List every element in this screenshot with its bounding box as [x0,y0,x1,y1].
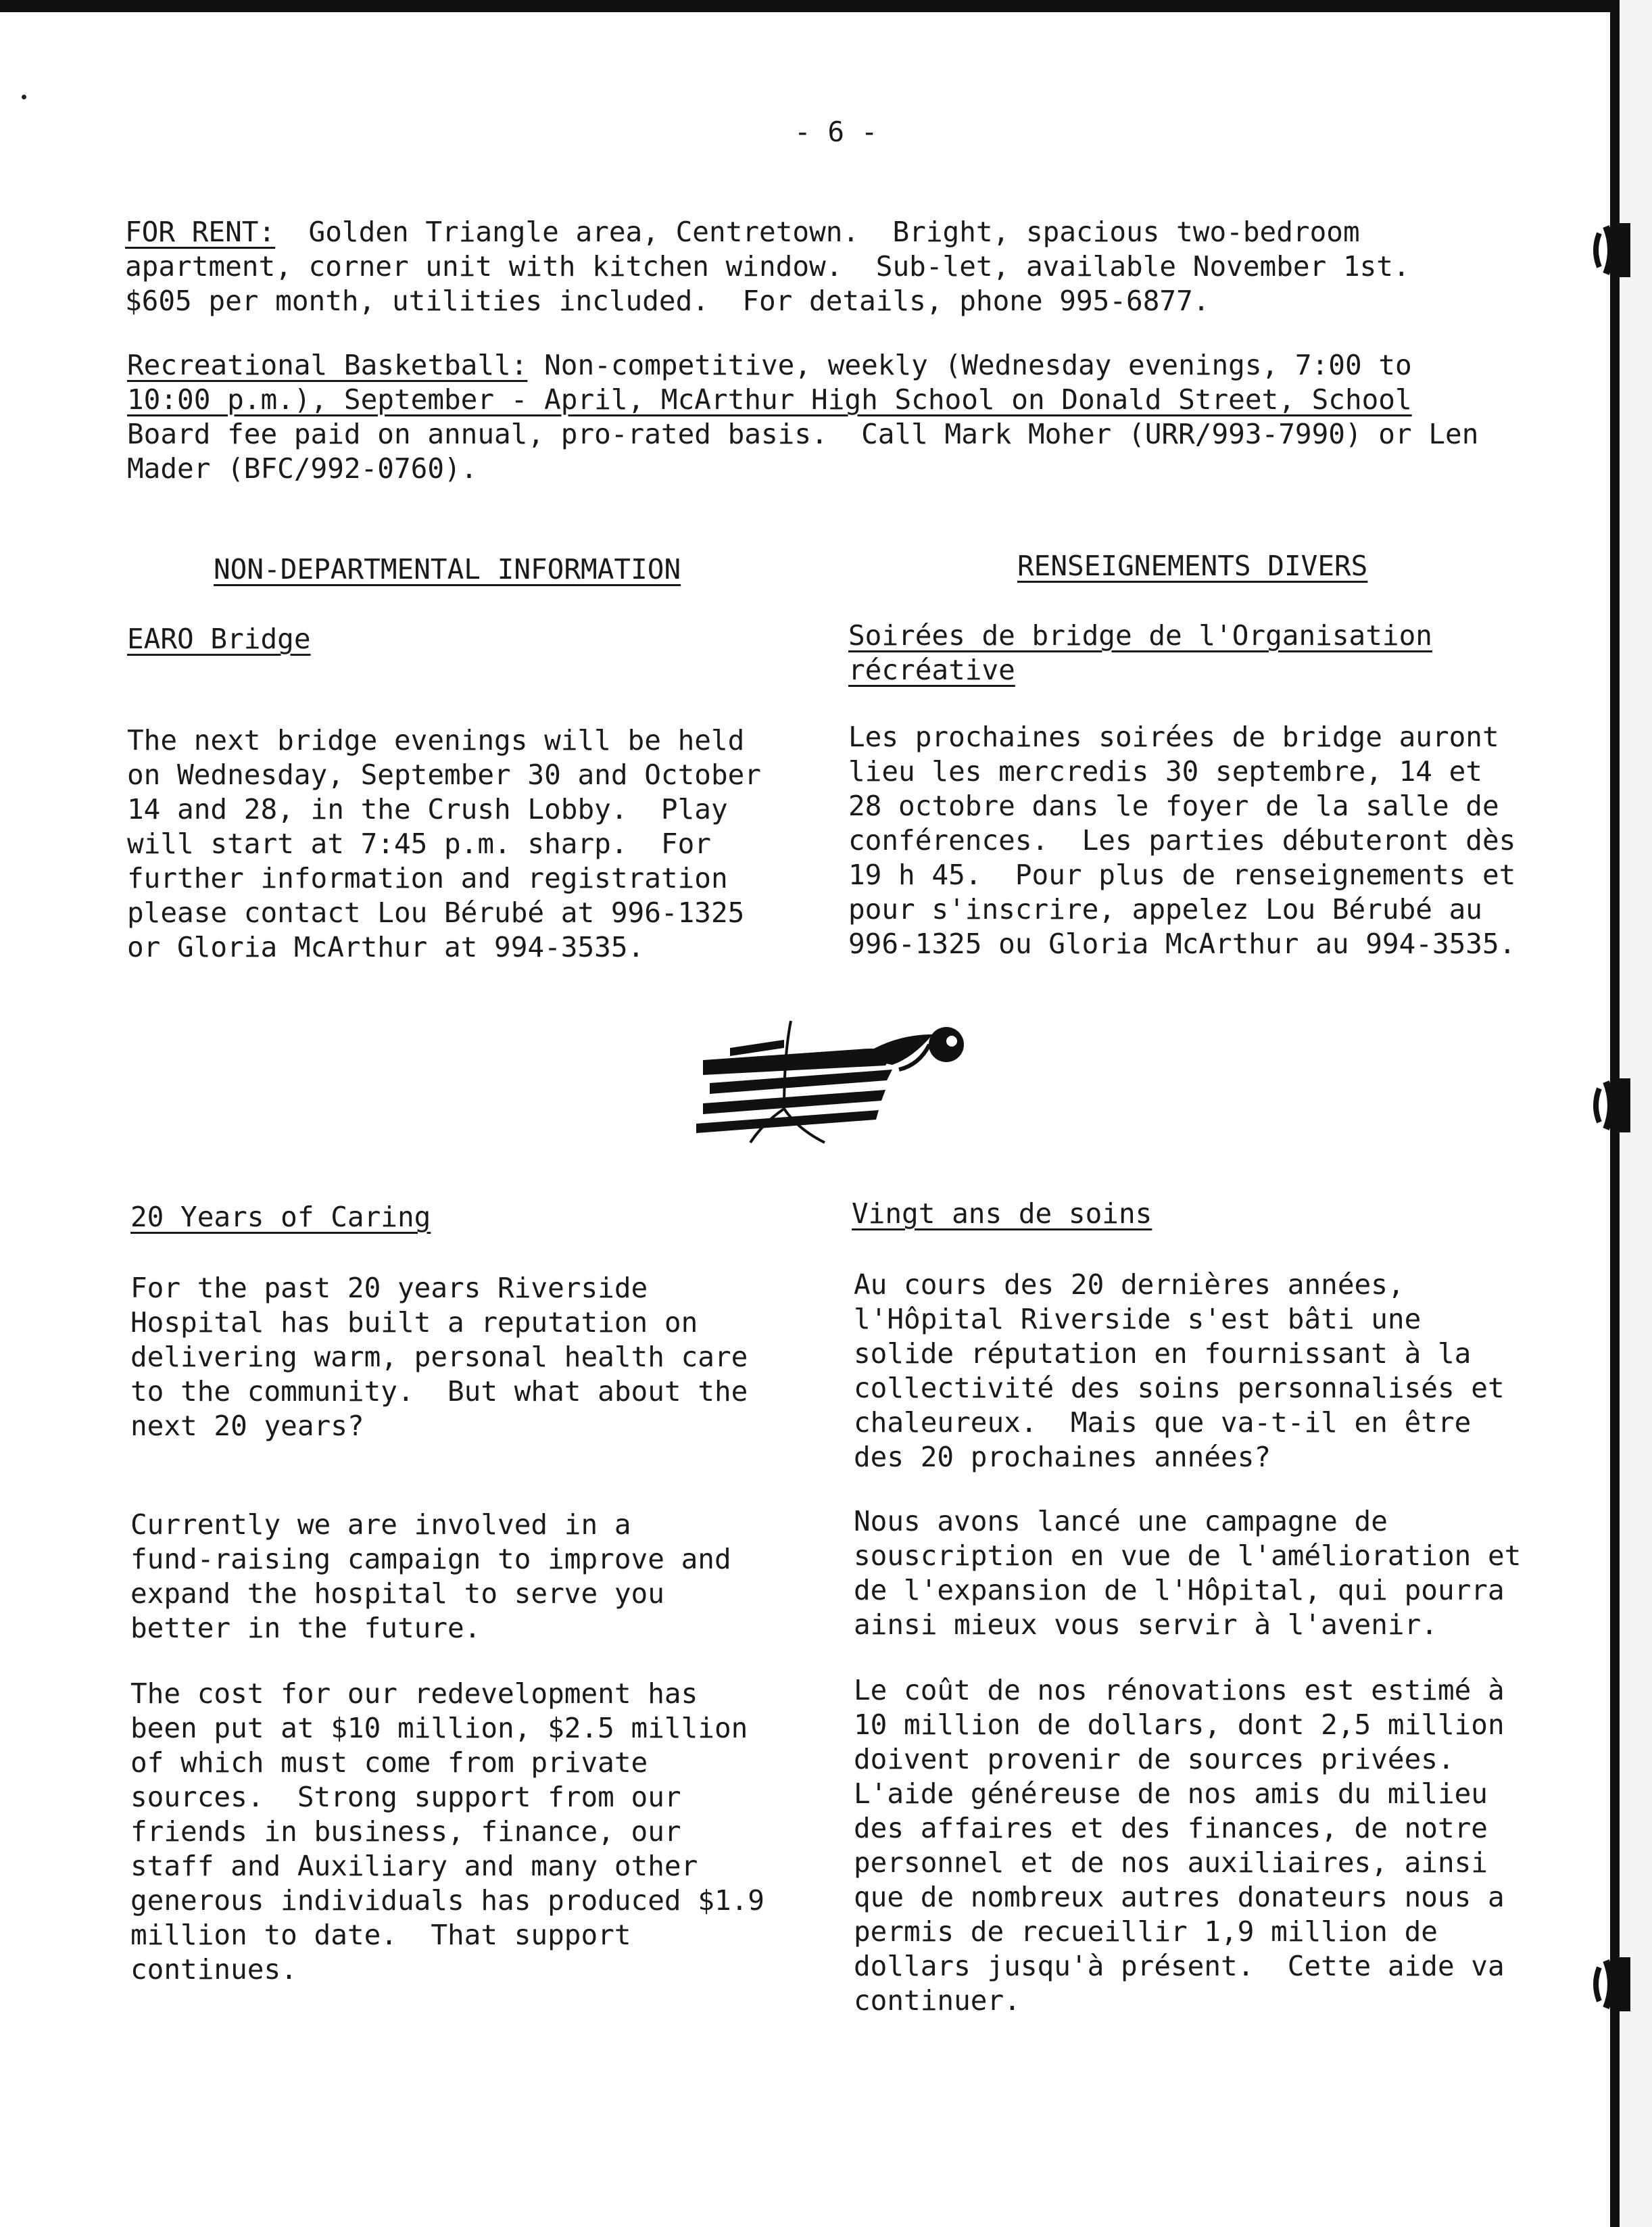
text-line: sources. Strong support from our [130,1781,681,1813]
text-line: fund-raising campaign to improve and [130,1543,731,1575]
text-line: will start at 7:45 p.m. sharp. For [127,828,711,860]
bridge-heading-fr: Soirées de bridge de l'Organisation récréative [848,619,1432,686]
for-rent-ad [125,215,1410,318]
text-line: to the community. But what about the [130,1375,748,1408]
basketball-line-4: Mader (BFC/992-0760). [127,452,478,485]
for-rent-line-2: apartment, corner unit with kitchen window. Sub-let, available November 1st. [125,250,1410,283]
text-line: Au cours des 20 dernières années, [854,1268,1405,1301]
page-number: - 6 - [794,116,878,148]
text-line: des affaires et des finances, de notre [854,1812,1488,1844]
caring-para2-fr [854,1504,1521,1642]
text-line: continues. [130,1953,297,1986]
text-line: dollars jusqu'à présent. Cette aide va [854,1950,1505,1982]
text-line: l'Hôpital Riverside s'est bâti une [854,1303,1422,1335]
section-header-fr: RENSEIGNEMENTS DIVERS [1017,550,1368,582]
text-line: generous individuals has produced $1.9 [130,1884,764,1917]
text-line: million to date. That support [130,1919,631,1951]
text-line: de l'expansion de l'Hôpital, qui pourra [854,1574,1505,1606]
for-rent-line-3: $605 per month, utilities included. For details, phone 995-6877. [125,285,1210,317]
text-line: conférences. Les parties débuteront dès [848,824,1516,857]
text-line: Hospital has built a reputation on [130,1306,698,1339]
text-line: que de nombreux autres donateurs nous a [854,1881,1505,1913]
text-line: The cost for our redevelopment has [130,1677,698,1710]
text-line: permis de recueillir 1,9 million de [854,1915,1438,1948]
text-line: ainsi mieux vous servir à l'avenir. [854,1608,1438,1641]
text-line: solide réputation en fournissant à la [854,1337,1472,1370]
basketball-line-1: Recreational Basketball: Non-competitive, weekly (Wednesday evenings, 7:00 to [127,349,1412,381]
caring-para1-fr [854,1268,1505,1475]
caring-heading-fr: Vingt ans de soins [852,1197,1152,1230]
for-rent-heading: FOR RENT: [125,216,276,248]
basketball-heading: Recreational Basketball: [127,349,528,381]
text-line: delivering warm, personal health care [130,1341,748,1373]
binder-ring-icon [1593,1947,1630,2021]
text-line: collectivité des soins personnalisés et [854,1372,1505,1404]
text-line: expand the hospital to serve you [130,1577,664,1610]
caring-para1-en [130,1271,748,1443]
text-line: chaleureux. Mais que va-t-il en être [854,1406,1472,1439]
binder-ring-icon [1593,1068,1630,1143]
bridge-text-en [127,723,761,965]
text-line: 28 octobre dans le foyer de la salle de [848,790,1499,822]
scan-top-edge [0,0,1652,12]
text-line: 14 and 28, in the Crush Lobby. Play [127,793,728,825]
text-line: Le coût de nos rénovations est estimé à [854,1674,1505,1706]
text-line: Les prochaines soirées de bridge auront [848,721,1499,753]
text-line: lieu les mercredis 30 septembre, 14 et [848,755,1482,788]
text-line: Currently we are involved in a [130,1508,631,1541]
bridge-text-fr [848,720,1515,961]
text-line: been put at $10 million, $2.5 million [130,1712,748,1744]
bridge-heading-en: EARO Bridge [127,623,311,655]
text-line: 996-1325 ou Gloria McArthur au 994-3535. [848,928,1516,960]
text-line: better in the future. [130,1612,481,1644]
text-line: The next bridge evenings will be held [127,724,745,757]
caring-para3-fr [854,1673,1505,2018]
text-line: 19 h 45. Pour plus de renseignements et [848,859,1516,891]
text-line: next 20 years? [130,1410,364,1442]
text-line: or Gloria McArthur at 994-3535. [127,931,645,963]
text-line: Nous avons lancé une campagne de [854,1505,1388,1537]
scan-speck [22,95,26,99]
basketball-line-2: 10:00 p.m.), September - April, McArthur High School on Donald Street, School [127,383,1412,416]
text-line: friends in business, finance, our [130,1815,681,1848]
caring-para2-en [130,1508,731,1646]
basketball-line-3: Board fee paid on annual, pro-rated basis. Call Mark Moher (URR/993-7990) or Len [127,418,1479,450]
text-line: pour s'inscrire, appelez Lou Bérubé au [848,893,1482,926]
riverside-hospital-logo [689,1007,987,1163]
text-line: souscription en vue de l'amélioration et [854,1539,1522,1572]
text-line: For the past 20 years Riverside [130,1272,648,1304]
text-line: personnel et de nos auxiliaires, ainsi [854,1846,1488,1879]
binder-ring-icon [1593,213,1630,287]
text-line: of which must come from private [130,1746,648,1779]
for-rent-line-1: FOR RENT: Golden Triangle area, Centretown. Bright, spacious two-bedroom [125,216,1360,248]
text-line: continuer. [854,1984,1021,2017]
section-header-en: NON-DEPARTMENTAL INFORMATION [214,553,681,585]
caring-para3-en [130,1677,764,1987]
text-line: L'aide généreuse de nos amis du milieu [854,1777,1488,1810]
text-line: staff and Auxiliary and many other [130,1850,698,1882]
text-line: further information and registration [127,862,728,894]
text-line: des 20 prochaines années? [854,1441,1271,1473]
text-line: please contact Lou Bérubé at 996-1325 [127,896,745,929]
text-line: doivent provenir de sources privées. [854,1743,1455,1775]
text-line: 10 million de dollars, dont 2,5 million [854,1708,1505,1741]
caring-heading-en: 20 Years of Caring [130,1201,431,1233]
text-line: on Wednesday, September 30 and October [127,759,761,791]
basketball-ad [127,348,1478,486]
